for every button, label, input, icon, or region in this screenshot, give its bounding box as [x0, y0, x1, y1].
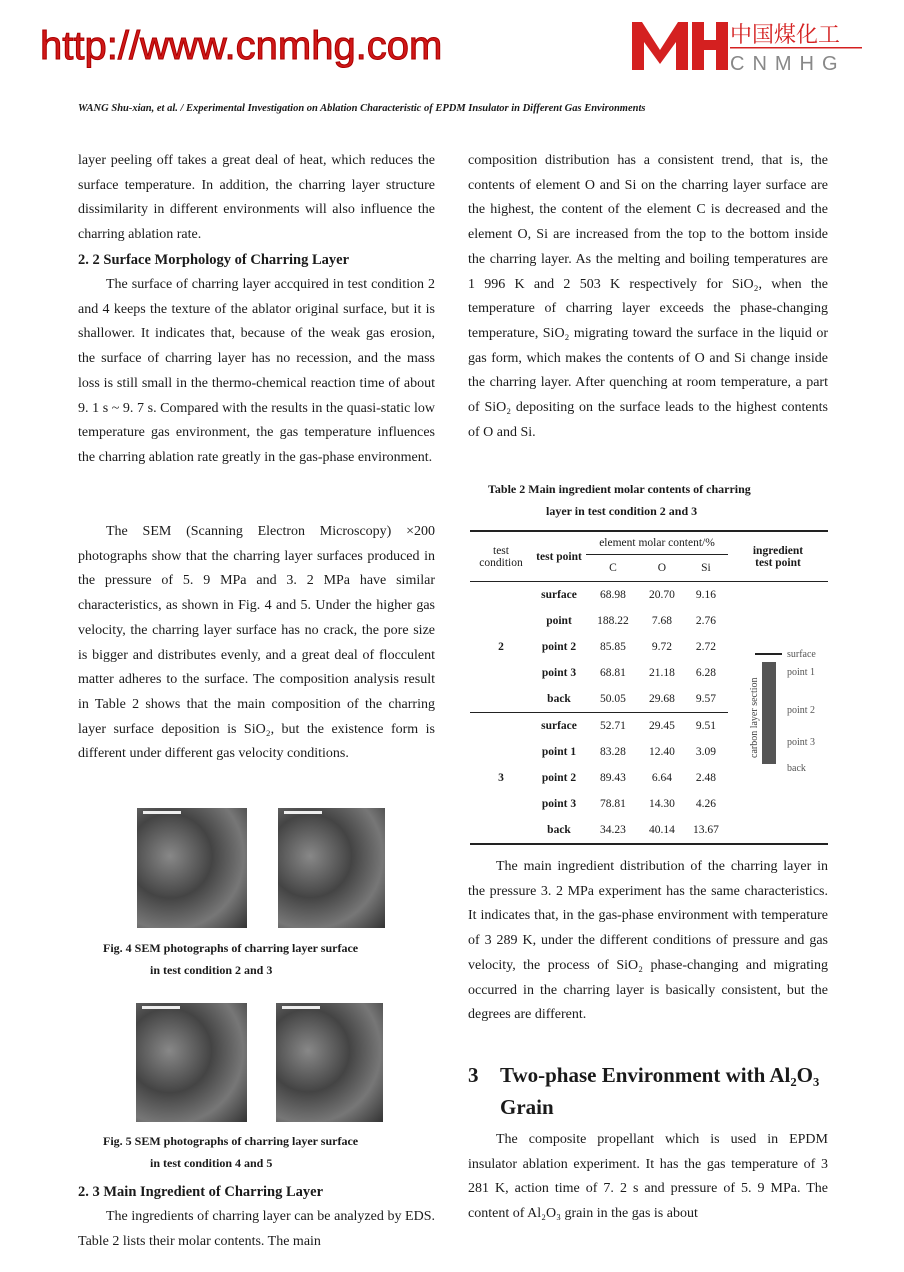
- cell-point: back: [547, 824, 571, 836]
- svg-text:CNMHG: CNMHG: [730, 53, 846, 72]
- diagram-axis-label: carbon layer section: [749, 677, 760, 758]
- cell-point: point 3: [541, 667, 577, 679]
- cell-si: 9.57: [695, 693, 717, 705]
- section-number-3: 3: [468, 1063, 479, 1087]
- cell-o: 29.68: [648, 693, 675, 705]
- cell-point: back: [547, 693, 571, 705]
- cell-c: 78.81: [599, 798, 626, 810]
- header-si: Si: [701, 562, 711, 574]
- cell-point: point 2: [541, 772, 577, 784]
- diagram-label: surface: [787, 649, 816, 660]
- cell-c: 52.71: [599, 720, 626, 732]
- figure-4-caption: Fig. 4 SEM photographs of charring layer surface: [103, 941, 359, 955]
- cell-o: 14.30: [648, 798, 675, 810]
- cell-o: 29.45: [648, 720, 675, 732]
- table-row: [470, 582, 828, 609]
- sem-photo-condition-5: [276, 1003, 383, 1122]
- cell-o: 9.72: [651, 641, 672, 653]
- paragraph: The ingredients of charring layer can be analyzed by EDS. Table 2 lists their molar contents. The main: [78, 1209, 435, 1249]
- cell-si: 9.16: [695, 589, 717, 601]
- running-header: WANG Shu-xian, et al. / Experimental Investigation on Ablation Characteristic of EPDM Insulator in Different Gas Environments: [78, 103, 646, 114]
- cell-o: 12.40: [648, 746, 675, 758]
- sem-photo-condition-2: [137, 808, 247, 928]
- cell-o: 6.64: [651, 772, 672, 784]
- cell-si: 4.26: [695, 798, 717, 810]
- paragraph: composition distribution has a consistent trend, that is, the contents of element O and Si on the charring layer surface are the highest, the content of the element C is decreased and the element O, Si are increased from the top to the bottom inside the charring layer. As the melting and boiling temperatures are 1 996 K and 2 503 K respectively for SiO₂, when the temperature of charring layer exceeds the phase-changing temperature, SiO₂ migrating toward the surface in the liquid or gas form, which makes the contents of O and Si change inside the charring layer. After quenching at room temperature, a part of SiO₂ depositing on the surface leads to the highest contents of O and Si.: [468, 153, 828, 440]
- url-watermark: http://www.cnmhg.com: [40, 24, 443, 68]
- diagram-label: back: [787, 763, 806, 774]
- svg-text:中国煤化工: 中国煤化工: [730, 23, 841, 48]
- cell-si: 3.09: [695, 746, 717, 758]
- header-element-molar-content: element molar content/%: [586, 531, 728, 555]
- cell-si: 2.72: [695, 641, 717, 653]
- cell-condition: 2: [498, 641, 504, 653]
- header-o: O: [657, 562, 667, 574]
- paragraph: layer peeling off takes a great deal of heat, which reduces the surface temperature. In addition, the charring layer structure dissimilarity in different environments will also influence the charring ablation rate.: [78, 153, 435, 243]
- cell-point: point 2: [541, 641, 577, 653]
- header-ingredient-test-point: ingredient test point: [752, 544, 804, 569]
- cell-o: 21.18: [648, 667, 675, 679]
- diagram-label: point 3: [787, 737, 816, 748]
- cnmhg-logo: [630, 20, 870, 72]
- cell-si: 2.48: [695, 772, 717, 784]
- cell-c: 85.85: [599, 641, 626, 653]
- section-heading-3: Two-phase Environment with Al₂O₃ Grain: [500, 1063, 820, 1119]
- table-caption-line2: layer in test condition 2 and 3: [546, 504, 698, 518]
- header-test-condition: test condition: [479, 544, 523, 569]
- cell-si: 2.76: [695, 615, 717, 627]
- cell-point: point 3: [541, 798, 577, 810]
- cell-condition: 3: [498, 772, 504, 784]
- paragraph: The main ingredient distribution of the charring layer in the pressure 3. 2 MPa experiment has the same characteristics. It indicates that, in the gas-phase environment with temperature of 3 289 K, under the different conditions of pressure and gas velocity, the process of SiO₂ phase-changing and migrating occurred in the charring layer is basically consistent, but the degrees are different.: [468, 859, 828, 1023]
- cell-point: surface: [541, 720, 577, 732]
- cell-si: 9.51: [695, 720, 717, 732]
- cell-point: surface: [541, 589, 577, 601]
- cell-c: 89.43: [599, 772, 626, 784]
- table-caption: Table 2 Main ingredient molar contents of charring: [488, 482, 751, 496]
- paragraph: The composite propellant which is used in EPDM insulator ablation experiment. It has the gas temperature of 3 281 K, action time of 7. 2 s and pressure of 5. 9 MPa. The content of Al₂O₃ grain in the gas is about: [468, 1132, 828, 1222]
- paragraph: The SEM (Scanning Electron Microscopy) ×200 photographs show that the charring layer surfaces produced in the pressure of 5. 9 MPa and 3. 2 MPa have similar characteristics, as shown in Fig. 4 and 5. Under the higher gas velocity, the charring layer surface has no crack, the pore size is bigger and distributes evenly, and a great deal of flocculent matter adheres to the surface. The composition analysis result in Table 2 shows that the main composition of the charring layer surface deposition is SiO₂, but the existence form is different under different gas velocity conditions.: [78, 524, 435, 762]
- header-test-point: test point: [536, 550, 582, 563]
- cell-o: 7.68: [651, 615, 672, 627]
- cell-c: 34.23: [599, 824, 626, 836]
- cell-c: 188.22: [597, 615, 629, 627]
- sem-photo-condition-4: [136, 1003, 247, 1122]
- figure-4-caption-line2: in test condition 2 and 3: [150, 963, 273, 977]
- cell-c: 83.28: [599, 746, 626, 758]
- figure-5-caption-line2: in test condition 4 and 5: [150, 1156, 273, 1170]
- section-heading-2-3: 2. 3 Main Ingredient of Charring Layer: [78, 1184, 324, 1200]
- figure-5-caption: Fig. 5 SEM photographs of charring layer surface: [103, 1134, 359, 1148]
- cell-si: 6.28: [695, 667, 717, 679]
- paragraph: The surface of charring layer accquired in test condition 2 and 4 keeps the texture of the ablator original surface, but it is shallower. It indicates that, because of the weak gas erosion, the surface of charring layer has no recession, and the mass loss is still small in the thermo-chemical reaction time of about 9. 1 s ~ 9. 7 s. Compared with the results in the quasi-static low temperature gas environment, the gas temperature influences the charring ablation rate greatly in the gas-phase environment.: [78, 277, 435, 465]
- diagram-label: point 1: [787, 667, 816, 678]
- cell-c: 50.05: [599, 693, 626, 705]
- cell-point: point 1: [541, 746, 577, 758]
- cell-c: 68.98: [599, 589, 626, 601]
- cell-c: 68.81: [599, 667, 626, 679]
- cell-si: 13.67: [693, 824, 719, 836]
- sem-photo-condition-3: [278, 808, 385, 928]
- diagram-label: point 2: [787, 705, 816, 716]
- carbon-layer-section-diagram: [745, 640, 835, 780]
- header-c: C: [609, 562, 617, 574]
- cell-point: point: [546, 615, 572, 627]
- section-bar: [762, 662, 776, 764]
- cell-o: 20.70: [648, 589, 675, 601]
- section-heading-2-2: 2. 2 Surface Morphology of Charring Layer: [78, 252, 350, 268]
- cell-o: 40.14: [648, 824, 675, 836]
